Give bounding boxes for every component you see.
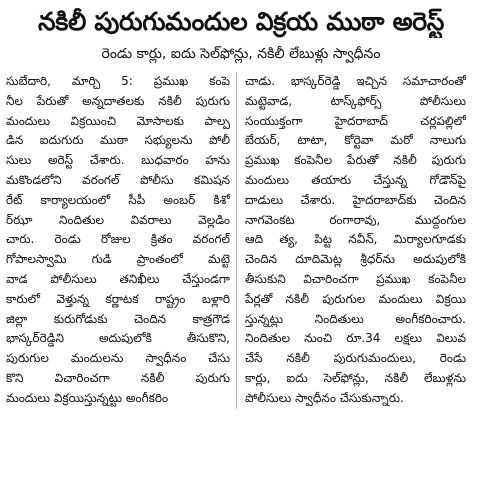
article-line: చెందిన దూదిమెట్ల శ్రీధర్‌ను అదుపులోకి: [245, 252, 466, 267]
article-line: ర్‌ఝా నిందితుల వివరాలు వెల్లడిం: [6, 212, 230, 227]
article-line: వాడ పోలీసులు తనిఖీలు చేస్తుండగా: [6, 271, 230, 286]
article-line: సులు అరెస్ట్ చేశారు. బుధవారం హను: [6, 153, 230, 168]
article-column-left: [6, 72, 236, 409]
article-line: చాడు. భాస్కర్‌రెడ్డి ఇచ్చిన సమాచారంతో: [245, 74, 466, 88]
article-line: మకొండలోని వరంగల్ పోలీసు కమిషన: [6, 172, 230, 187]
article-line: నీల పేరుతో అన్నదాతలకు నకిలీ పురుగు: [6, 93, 230, 108]
article-line: మందులు విక్రయిస్తున్నట్టు అంగీకరిం: [6, 390, 169, 405]
article-line: డిన ఐదుగురు ముఠా సభ్యులను పోలీ: [6, 133, 230, 148]
article-line: పురుగుల మందులను స్వాధీనం చేసు: [6, 351, 230, 366]
article-line: భాస్కర్‌రెడ్డిని అదుపులోకి తీసుకొని,: [6, 331, 230, 346]
article-line: మట్టెవాడ, టాస్క్‌ఫోర్స్ పోలీసులు: [245, 93, 466, 108]
article-line: ప్రముఖ కంపెనీల పేరుతో నకిలీ పురుగు: [245, 153, 466, 168]
article-line: చారు. రెండు రోజుల క్రితం వరంగల్: [6, 232, 230, 247]
article-line: చేసే నకిలీ పురుగుమందులు, రెండు: [245, 351, 466, 366]
article-line: గోపాలస్వామి గుడి ప్రాంతంలో మట్టె: [6, 252, 230, 267]
article-line: రేట్ కార్యాలయంలో సీపీ అంబర్ కిశో: [6, 192, 230, 207]
article-line: బేయర్, టాటా, కోర్టెవా మరో నాలుగు: [245, 133, 466, 148]
article-line: ఆది త్య, పిట్ట నవీన్, మిర్యాలగూడకు: [245, 232, 466, 247]
article-line: పేర్లతో నకిలీ పురుగుల మందులు విక్రయి: [245, 291, 466, 306]
article-line: కొని విచారించగా నకిలీ పురుగు: [6, 370, 230, 385]
article-line: పోలీసులు స్వాధీనం చేసుకున్నారు.: [245, 390, 404, 405]
article-line: తీసుకుని విచారించగా ప్రముఖ కంపెనీల: [245, 271, 466, 286]
article-line: జిల్లా కురుగోడుకు చెందిన కాత్రగౌడ: [6, 311, 230, 326]
article-line: స్తున్నట్లు నిందితులు అంగీకరించారు.: [245, 311, 466, 326]
article-line: మందులు విక్రయించి మోసాలకు పాల్ప: [6, 113, 230, 128]
article-line: సుబేదారి, మార్చి 5: ప్రముఖ కంపె: [6, 74, 230, 88]
article-line: నిందితుల నుంచి రూ.34 లక్షలు విలువ: [245, 331, 466, 346]
article-line: కారులో వెళ్తున్న కర్ణాటక రాష్ట్రం బళ్లారి: [6, 291, 230, 306]
article-column-right: [236, 72, 466, 409]
article-line: మందులు తయారు చేస్తున్న గోడౌన్‌పై: [245, 172, 466, 187]
headline: నకిలీ పురుగుమందుల విక్రయ ముఠా అరెస్ట్: [37, 7, 445, 36]
article-line: దాడులు చేశారు. హైదరాబాద్‌కు చెందిన: [245, 192, 466, 207]
article-line: కార్లు, ఐదు సెల్‌ఫోన్లు, నకిలీ లేబుళ్లను: [245, 370, 466, 385]
article-line: నాగవెంకట రంగారావు, ముద్దంగుల: [245, 212, 466, 227]
subheadline: రెండు కార్లు, ఐదు సెల్‌ఫోన్లు, నకిలీ లేబుళ్లు స్వాధీనం: [101, 46, 381, 62]
article-line: సంయుక్తంగా హైదరాబాద్ చర్లపల్లిలో: [245, 113, 466, 128]
article-body: [6, 72, 476, 409]
